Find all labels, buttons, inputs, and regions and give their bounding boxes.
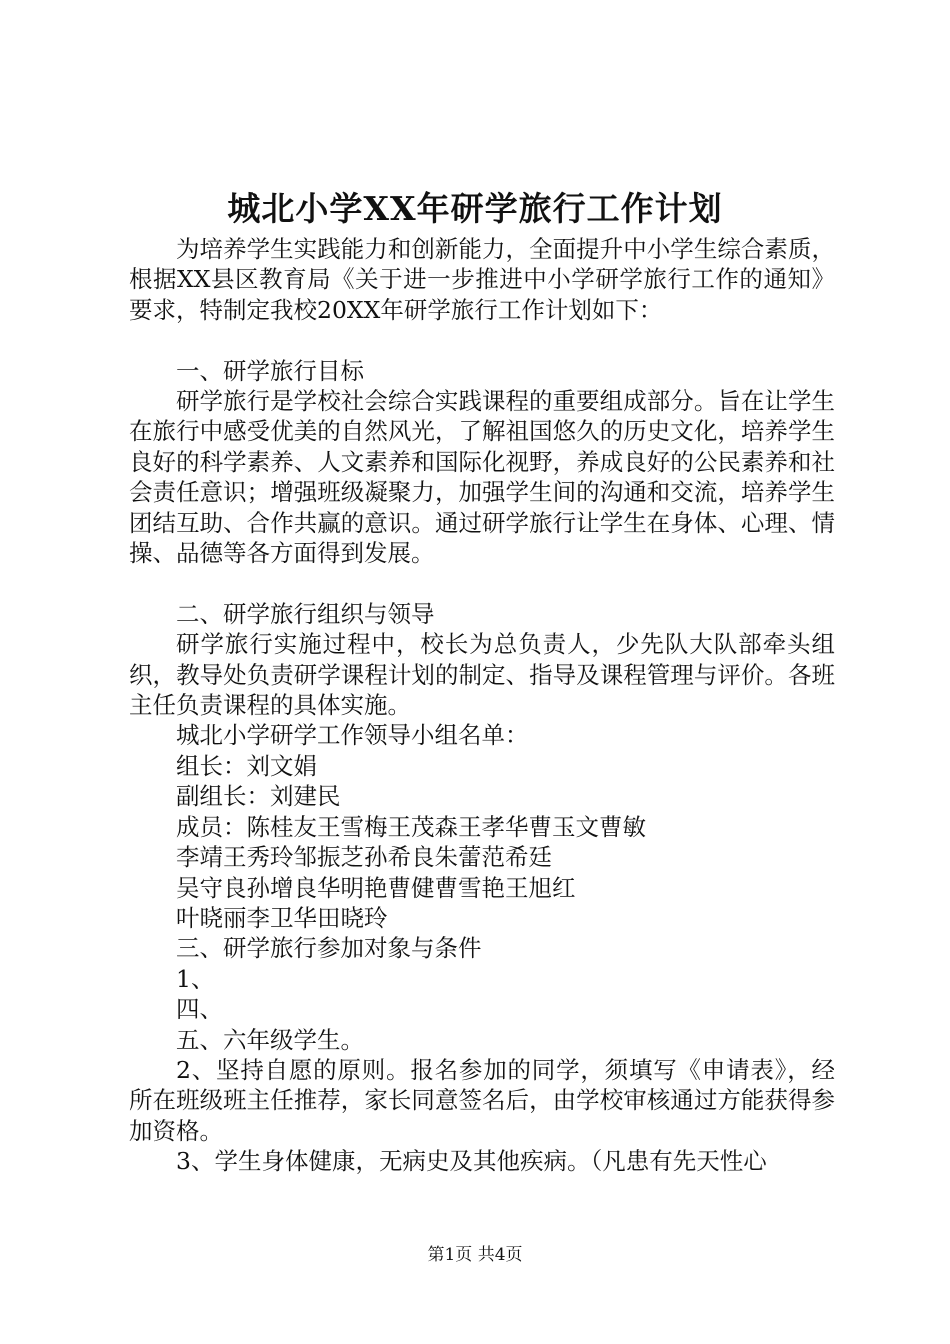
document-title: 城北小学XX年研学旅行工作计划: [227, 189, 723, 228]
leadership-list-title: 城北小学研学工作领导小组名单：: [176, 721, 529, 750]
condition-3-paragraph: 3、学生身体健康，无病史及其他疾病。（凡患有先天性心: [176, 1147, 767, 1176]
section1-heading: 一、研学旅行目标: [176, 356, 364, 385]
group-deputy: 副组长：刘建民: [176, 782, 341, 811]
section2-heading: 二、研学旅行组织与领导: [176, 599, 435, 628]
paragraph-gap: [129, 568, 835, 598]
intro-paragraph: 为培养学生实践能力和创新能力，全面提升中小学生综合素质，根据XX县区教育局《关于进一步推进中小学研学旅行工作的通知》要求，特制定我校20XX年研学旅行工作计划如下：: [129, 235, 835, 324]
group-members-line: 叶晓丽李卫华田晓玲: [176, 903, 388, 932]
document-body: [129, 234, 835, 1177]
group-members-line: 吴守良孙增良华明艳曹健曹雪艳王旭红: [176, 873, 576, 902]
section1-paragraph: 研学旅行是学校社会综合实践课程的重要组成部分。旨在让学生在旅行中感受优美的自然风光，了解祖国悠久的历史文化，培养学生良好的科学素养、人文素养和国际化视野，养成良好的公民素养和社会责任意识；增强班级凝聚力，加强学生间的沟通和交流，培养学生团结互助、合作共赢的意识。通过研学旅行让学生在身体、心理、情操、品德等各方面得到发展。: [129, 387, 835, 568]
section3-item: 四、: [176, 995, 223, 1024]
paragraph-gap: [129, 325, 835, 355]
group-leader: 组长：刘文娟: [176, 751, 317, 780]
condition-2-paragraph: 2、坚持自愿的原则。报名参加的同学，须填写《申请表》，经所在班级班主任推荐，家长同意签名后，由学校审核通过方能获得参加资格。: [129, 1055, 835, 1145]
section3-item: 1、: [176, 964, 215, 993]
group-members-line: 李靖王秀玲邹振芝孙希良朱蕾范希廷: [176, 843, 552, 872]
page-number-footer: 第1页 共4页: [427, 1245, 523, 1265]
section2-paragraph: 研学旅行实施过程中，校长为总负责人，少先队大队部牵头组织，教导处负责研学课程计划的制定、指导及课程管理与评价。各班主任负责课程的具体实施。: [129, 630, 835, 720]
section3-heading: 三、研学旅行参加对象与条件: [176, 934, 482, 963]
section3-item: 五、六年级学生。: [176, 1025, 364, 1054]
group-members-line: 成员：陈桂友王雪梅王茂森王孝华曹玉文曹敏: [176, 812, 646, 841]
